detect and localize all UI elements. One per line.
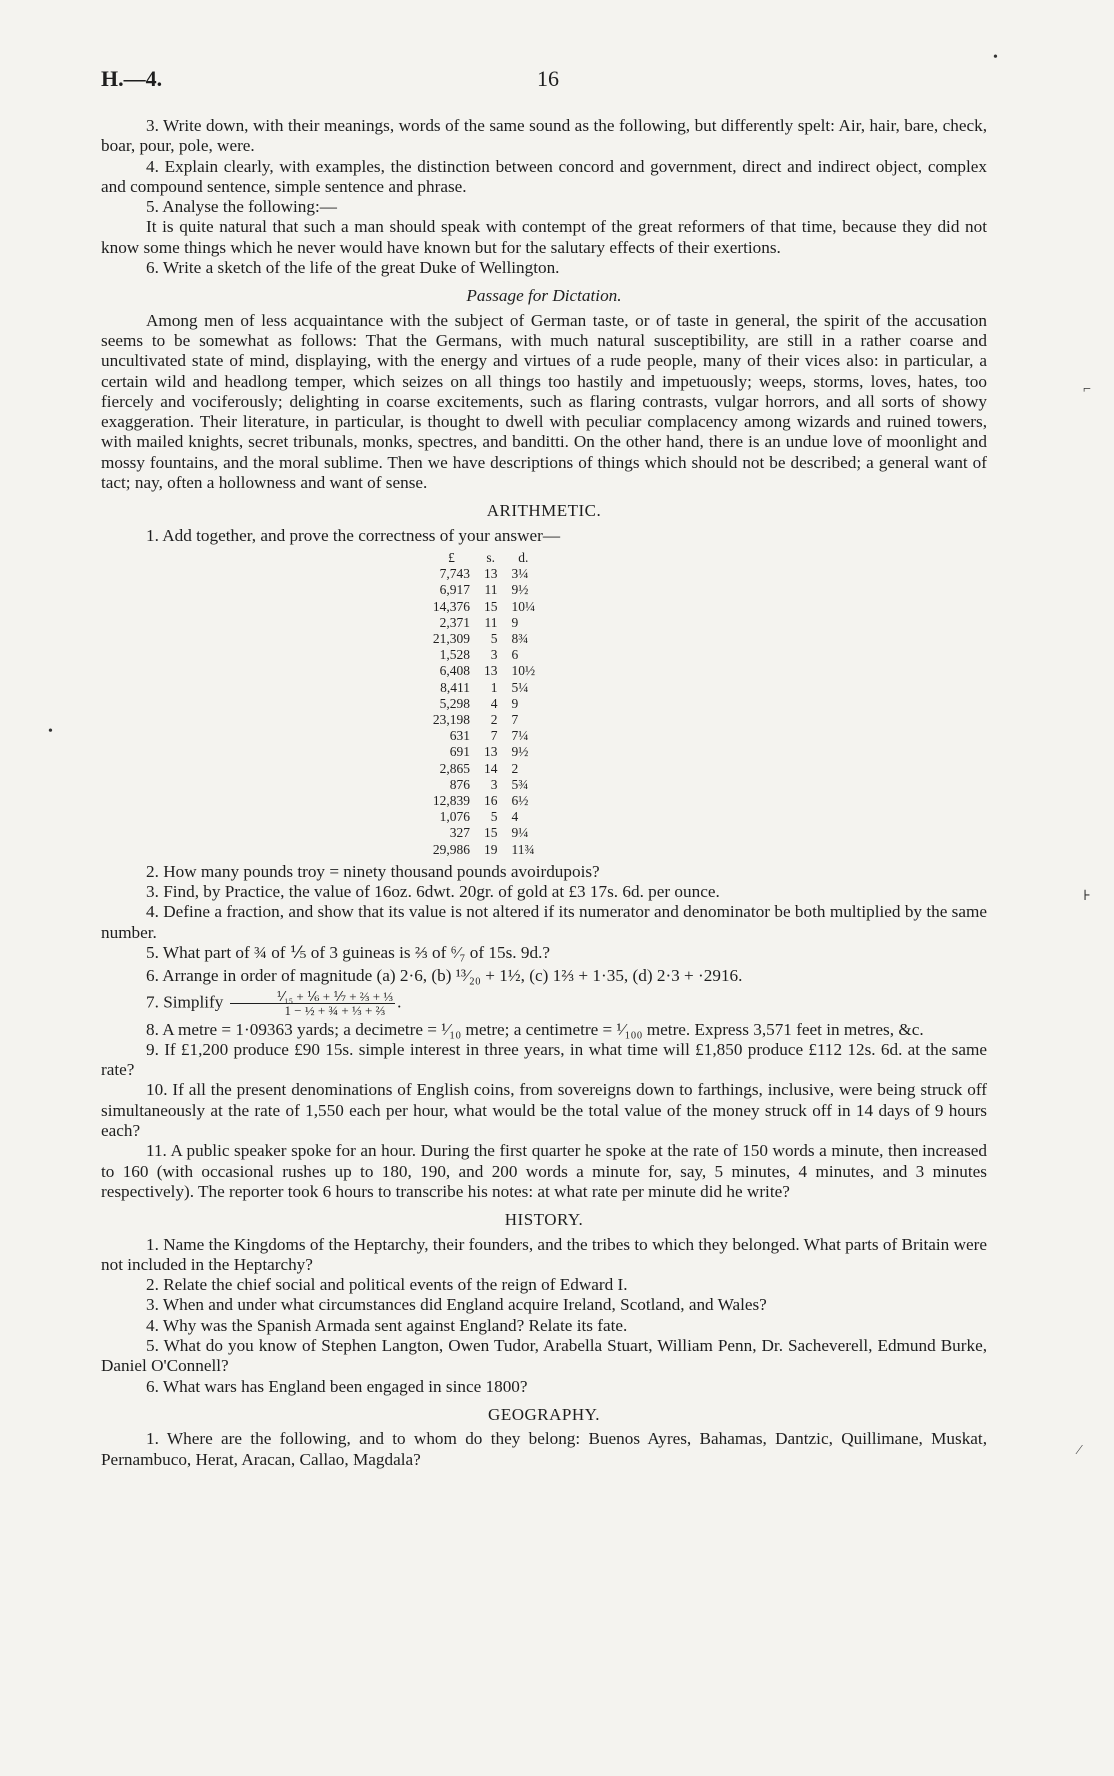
pence-cell: 2 — [511, 760, 519, 776]
pounds-cell: 12,839 — [432, 792, 470, 808]
shillings-cell: 13 — [484, 663, 498, 679]
pence-cell: 9½ — [511, 744, 529, 760]
arithmetic-q8: 8. A metre = 1·09363 yards; a decimetre = ¹⁄₁₀ metre; a centimetre = ¹⁄₁₀₀ metre. Express 3,571 feet in metres, &c. — [146, 1019, 924, 1039]
table-row — [426, 663, 542, 679]
shillings-cell: 5 — [490, 630, 498, 646]
shillings-cell: 1 — [490, 679, 498, 695]
pence-header: d. — [518, 549, 529, 565]
pence-cell: 9 — [511, 695, 519, 711]
page-number: 16 — [537, 66, 559, 91]
q7-fraction — [230, 990, 395, 1017]
stray-mark: • — [993, 50, 998, 65]
page-content — [101, 116, 987, 1470]
table-row — [426, 647, 542, 663]
pence-cell: 5¾ — [511, 776, 529, 792]
table-row — [426, 761, 542, 777]
history-q3: 3. When and under what circumstances did England acquire Ireland, Scotland, and Wales? — [146, 1295, 767, 1315]
dictation-text: Among men of less acquaintance with the subject of German taste, or of taste in general, the spirit of the accusation seems to be somewhat as follows: That the Germans, with much natural susceptibility, are still in a rather coarse and uncultivated state of mind, displaying, with the energy and virtues of a rude people, many of their vices also: in particular, a certain wild and headlong temper, which seizes on all things too hastily and impetuously; weeps, storms, loves, hates, too fiercely and vociferously; delighting in coarse excitements, such as flaring contrasts, vulgar horrors, and all sorts of showy exaggeration. Their literature, in particular, is thought to dwell with peculiar complacency among wizards and ruined towers, with mailed knights, secret tribunals, monks, spectres, and banditti. On the other hand, there is an undue love of moonlight and mossy fountains, and the moral sublime. Then we have descriptions of things which should not be described; a general want of tact; nay, often a hollowness and want of sense. — [101, 310, 987, 493]
pence-cell: 7¼ — [511, 728, 529, 744]
pence-cell: 9¼ — [511, 825, 529, 841]
english-q5: 5. Analyse the following:— — [146, 197, 337, 217]
history-title: HISTORY. — [504, 1210, 584, 1230]
shillings-cell: 13 — [484, 566, 498, 582]
history-q2: 2. Relate the chief social and political events of the reign of Edward I. — [146, 1275, 628, 1295]
arithmetic-q5: 5. What part of ¾ of ⅕ of 3 guineas is ⅔ of ⁶⁄₇ of 15s. 9d.? — [146, 942, 550, 962]
arithmetic-q1: 1. Add together, and prove the correctness of your answer— — [146, 525, 561, 545]
arithmetic-q7: 7. Simplify $\frac{\text{⅟₁₅ + ⅙ + ⅐ + ⅔ + ⅓}}{\text{1 − ½ + ¾ + ⅓ + ⅔}}$ . — [146, 988, 402, 1018]
arithmetic-title: ARITHMETIC. — [486, 501, 602, 521]
pounds-cell: 876 — [449, 776, 470, 792]
margin-mark: ⊦ — [1083, 889, 1091, 904]
pounds-cell: 14,376 — [432, 598, 470, 614]
table-row — [426, 793, 542, 809]
q7-prefix: 7. Simplify — [146, 992, 224, 1012]
pounds-header: £ — [448, 549, 455, 565]
table-row — [426, 777, 542, 793]
arithmetic-q11: 11. A public speaker spoke for an hour. During the first quarter he spoke at the rate of 150 words a minute, then increased to 160 (with occasional rushes up to 180, 190, and 200 words a minute for, say, 5 minutes, 4 minutes, and 3 minutes respectively). The reporter took 6 hours to transcribe his notes: at what rate per minute did he write? — [101, 1141, 987, 1201]
margin-mark: ⁄ — [1078, 1443, 1081, 1458]
table-row — [426, 680, 542, 696]
arithmetic-q9: 9. If £1,200 produce £90 15s. simple interest in three years, in what time will £1,850 produce £112 12s. 6d. at the same rate? — [101, 1039, 987, 1080]
table-row — [426, 842, 542, 858]
table-row — [426, 615, 542, 631]
pounds-cell: 631 — [449, 728, 470, 744]
history-q6: 6. What wars has England been engaged in since 1800? — [146, 1376, 528, 1396]
pence-cell: 6 — [511, 647, 519, 663]
shillings-cell: 15 — [484, 598, 498, 614]
shillings-header: s. — [486, 549, 496, 565]
history-q5: 5. What do you know of Stephen Langton, Owen Tudor, Arabella Stuart, William Penn, Dr. Sacheverell, Edmund Burke, Daniel O'Connell? — [101, 1336, 987, 1376]
shillings-cell: 4 — [490, 695, 498, 711]
pence-cell: 9 — [511, 614, 519, 630]
pounds-cell: 691 — [449, 744, 470, 760]
pence-cell: 9½ — [511, 582, 529, 598]
pence-cell: 10½ — [511, 663, 536, 679]
arithmetic-q6: 6. Arrange in order of magnitude (a) 2·6, (b) ¹³⁄₂₀ + 1½, (c) 1⅔ + 1·35, (d) 2·3 + ·2916. — [146, 966, 743, 986]
report-code: H.—4. — [101, 66, 163, 91]
geography-title: GEOGRAPHY. — [488, 1404, 600, 1424]
table-row — [426, 582, 542, 598]
shillings-cell: 3 — [490, 776, 498, 792]
pounds-cell: 21,309 — [432, 630, 470, 646]
pence-cell: 6½ — [511, 792, 529, 808]
pounds-cell: 6,408 — [439, 663, 470, 679]
margin-mark: • — [48, 724, 53, 739]
pounds-cell: 1,076 — [439, 809, 470, 825]
shillings-cell: 11 — [484, 614, 498, 630]
pounds-cell: 2,865 — [439, 760, 470, 776]
english-q4: 4. Explain clearly, with examples, the distinction between concord and government, direct and indirect object, complex and compound sentence, simple sentence and phrase. — [101, 156, 987, 196]
pounds-cell: 5,298 — [439, 695, 470, 711]
pounds-cell: 23,198 — [432, 711, 470, 727]
shillings-cell: 2 — [490, 711, 498, 727]
pence-cell: 10¼ — [511, 598, 536, 614]
geography-q1: 1. Where are the following, and to whom do they belong: Buenos Ayres, Bahamas, Dantzic, Quillimane, Muskat, Pernambuco, Herat, Aracan, Callao, Magdala? — [101, 1429, 987, 1469]
pence-cell: 4 — [511, 809, 519, 825]
margin-mark: ⌐ — [1083, 382, 1091, 397]
table-row — [426, 728, 542, 744]
shillings-cell: 16 — [484, 792, 498, 808]
table-row — [426, 744, 542, 760]
table-row — [426, 825, 542, 841]
pounds-cell: 2,371 — [439, 614, 470, 630]
dictation-title: Passage for Dictation. — [466, 286, 622, 306]
history-q1: 1. Name the Kingdoms of the Heptarchy, their founders, and the tribes to which they belonged. What parts of Britain were not included in the Heptarchy? — [101, 1234, 987, 1274]
pence-cell: 8¾ — [511, 630, 529, 646]
shillings-cell: 13 — [484, 744, 498, 760]
addition-table — [426, 550, 542, 858]
pounds-cell: 1,528 — [439, 647, 470, 663]
english-q3: 3. Write down, with their meanings, words of the same sound as the following, but differently spelt: Air, hair, bare, check, boar, pour, pole, were. — [101, 116, 987, 156]
table-row — [426, 599, 542, 615]
pounds-cell: 6,917 — [439, 582, 470, 598]
q7-numerator: ⅟₁₅ + ⅙ + ⅐ + ⅔ + ⅓ — [230, 990, 395, 1004]
english-q6: 6. Write a sketch of the life of the great Duke of Wellington. — [146, 258, 560, 278]
pence-cell: 7 — [511, 711, 519, 727]
table-row — [426, 566, 542, 582]
pence-cell: 5¼ — [511, 679, 529, 695]
pounds-cell: 327 — [449, 825, 470, 841]
shillings-cell: 11 — [484, 582, 498, 598]
pence-cell: 3¼ — [511, 566, 529, 582]
table-row — [426, 631, 542, 647]
shillings-cell: 14 — [484, 760, 498, 776]
shillings-cell: 15 — [484, 825, 498, 841]
table-row — [426, 712, 542, 728]
table-row — [426, 809, 542, 825]
table-row — [426, 696, 542, 712]
arithmetic-q4: 4. Define a fraction, and show that its value is not altered if its numerator and denominator be both multiplied by the same number. — [101, 902, 987, 942]
arithmetic-q10: 10. If all the present denominations of English coins, from sovereigns down to farthings, inclusive, were being struck off simultaneously at the rate of 1,550 each per hour, what would be the total value of the money struck off in 14 days of 9 hours each? — [101, 1080, 987, 1141]
q7-denominator: 1 − ½ + ¾ + ⅓ + ⅔ — [284, 1002, 386, 1018]
history-q4: 4. Why was the Spanish Armada sent against England? Relate its fate. — [146, 1315, 628, 1335]
shillings-cell: 7 — [490, 728, 498, 744]
arithmetic-q2: 2. How many pounds troy = ninety thousand pounds avoirdupois? — [146, 861, 600, 881]
shillings-cell: 3 — [490, 647, 498, 663]
analysis-passage: It is quite natural that such a man should speak with contempt of the great reformers of that time, because they did not know some things which he never would have known but for the salutary effects of their exertions. — [101, 217, 987, 257]
arithmetic-q3: 3. Find, by Practice, the value of 16oz. 6dwt. 20gr. of gold at £3 17s. 6d. per ounce. — [146, 882, 720, 902]
pounds-cell: 8,411 — [440, 679, 470, 695]
pence-cell: 11¾ — [511, 841, 535, 857]
shillings-cell: 19 — [484, 841, 498, 857]
shillings-cell: 5 — [490, 809, 498, 825]
pounds-cell: 7,743 — [439, 566, 470, 582]
pounds-cell: 29,986 — [432, 841, 470, 857]
